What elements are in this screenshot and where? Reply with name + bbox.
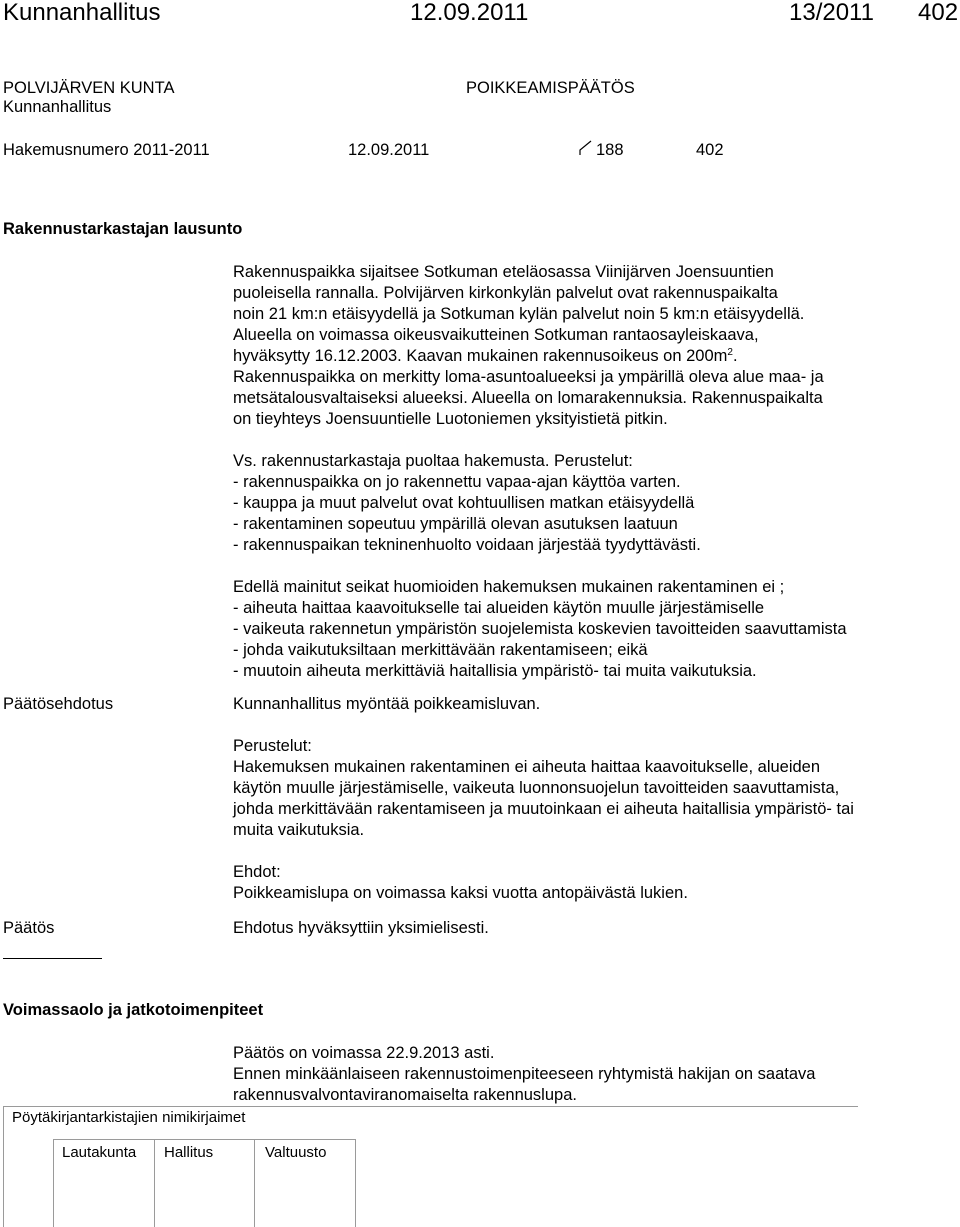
period: .	[732, 347, 738, 365]
footer-col-rule	[154, 1139, 155, 1227]
header-meeting: 13/2011	[789, 0, 874, 26]
conclusion-line: - johda vaikutuksiltaan merkittävään rakentamiseen; eikä	[233, 641, 648, 659]
recommendation-line: Vs. rakennustarkastaja puoltaa hakemusta. Perustelut:	[233, 452, 633, 470]
proposal-reason-line: Hakemuksen mukainen rakentaminen ei aiheuta haittaa kaavoitukselle, alueiden	[233, 758, 821, 776]
statement-line: Rakennuspaikka sijaitsee Sotkuman eteläosassa Viinijärven Joensuuntien	[233, 263, 774, 281]
statement-heading: Rakennustarkastajan lausunto	[3, 220, 243, 238]
column-lautakunta: Lautakunta	[62, 1144, 137, 1161]
footer-col-rule	[53, 1139, 54, 1227]
statement-line-area	[233, 346, 847, 367]
proposal-body	[233, 694, 854, 904]
case-date: 12.09.2011	[348, 141, 430, 159]
proposal-reason-line: käytön muulle järjestämiselle, vaikeuta luonnonsuojelun tavoitteiden saavuttamista,	[233, 779, 840, 797]
footer-top-rule	[3, 1106, 858, 1107]
decision-label: Päätös	[3, 919, 55, 937]
proposal-reason-line: johda merkittävään rakentamiseen ja muutoinkaan ei aiheuta haitallisia ympäristö- tai	[233, 800, 854, 818]
decision-text: Ehdotus hyväksyttiin yksimielisesti.	[233, 919, 489, 937]
superscript: 2	[727, 347, 733, 358]
recommendation-line: - kauppa ja muut palvelut ovat kohtuullisen matkan etäisyydellä	[233, 494, 695, 512]
municipality-name: POLVIJÄRVEN KUNTA	[3, 79, 175, 97]
conclusion-line: - aiheuta haittaa kaavoitukselle tai alueiden käytön muulle järjestämiselle	[233, 599, 765, 617]
case-number: Hakemusnumero 2011-2011	[3, 141, 210, 159]
proposal-text: Kunnanhallitus myöntää poikkeamisluvan.	[233, 695, 541, 713]
recommendation-line: - rakentaminen sopeutuu ympärillä olevan asutuksen laatuun	[233, 515, 678, 533]
validity-body	[233, 1043, 815, 1106]
conclusion-line: Edellä mainitut seikat huomioiden hakemuksen mukainen rakentaminen ei ;	[233, 578, 785, 596]
statement-line: puoleisella rannalla. Polvijärven kirkonkylän palvelut ovat rakennuspaikalta	[233, 284, 778, 302]
decision-underline	[3, 958, 102, 959]
footer-left-rule	[3, 1106, 4, 1227]
statement-line: metsätalousvaltaiseksi alueeksi. Alueella on lomarakennuksia. Rakennuspaikalta	[233, 389, 823, 407]
proposal-reason-line: muita vaikutuksia.	[233, 821, 365, 839]
conclusion-line: - vaikeuta rakennetun ympäristön suojelemista koskevien tavoitteiden saavuttamista	[233, 620, 847, 638]
header-page: 402	[918, 0, 959, 26]
validity-line: Päätös on voimassa 22.9.2013 asti.	[233, 1044, 495, 1062]
body-name: Kunnanhallitus	[3, 98, 112, 116]
case-section: 188	[596, 141, 624, 159]
column-valtuusto: Valtuusto	[265, 1144, 327, 1161]
conclusion-line: - muutoin aiheuta merkittäviä haitallisia ympäristö- tai muita vaikutuksia.	[233, 662, 757, 680]
section-marker-icon	[578, 140, 592, 156]
proposal-condition-line: Poikkeamislupa on voimassa kaksi vuotta antopäivästä lukien.	[233, 884, 688, 902]
recommendation-line: - rakennuspaikka on jo rakennettu vapaa-ajan käyttöa varten.	[233, 473, 681, 491]
proposal-reason-line: Perustelut:	[233, 737, 312, 755]
footer-col-rule	[254, 1139, 255, 1227]
header-org: Kunnanhallitus	[3, 0, 161, 26]
signatures-label: Pöytäkirjantarkistajien nimikirjaimet	[12, 1109, 246, 1126]
statement-line: Rakennuspaikka on merkitty loma-asuntoalueeksi ja ympärillä oleva alue maa- ja	[233, 368, 824, 386]
statement-line: noin 21 km:n etäisyydellä ja Sotkuman kylän palvelut noin 5 km:n etäisyydellä.	[233, 305, 805, 323]
recommendation-line: - rakennuspaikan tekninenhuolto voidaan järjestää tyydyttävästi.	[233, 536, 701, 554]
doc-type: POIKKEAMISPÄÄTÖS	[466, 79, 635, 97]
header-date: 12.09.2011	[410, 0, 529, 26]
statement-body	[233, 262, 847, 682]
validity-line: rakennusvalvontaviranomaiselta rakennuslupa.	[233, 1086, 577, 1104]
validity-heading: Voimassaolo ja jatkotoimenpiteet	[3, 1001, 264, 1019]
statement-line: on tieyhteys Joensuuntielle Luotoniemen yksityistietä pitkin.	[233, 410, 668, 428]
footer-col-rule	[355, 1139, 356, 1227]
proposal-condition-line: Ehdot:	[233, 863, 281, 881]
proposal-label: Päätösehdotus	[3, 695, 114, 713]
validity-line: Ennen minkäänlaiseen rakennustoimenpiteeseen ryhtymistä hakijan on saatava	[233, 1065, 816, 1083]
statement-line: Alueella on voimassa oikeusvaikutteinen Sotkuman rantaosayleiskaava,	[233, 326, 759, 344]
case-page: 402	[696, 141, 724, 159]
column-hallitus: Hallitus	[164, 1144, 214, 1161]
statement-line: hyväksytty 16.12.2003. Kaavan mukainen rakennusoikeus on 200m	[233, 347, 728, 365]
footer-col-top-rule	[53, 1139, 355, 1140]
